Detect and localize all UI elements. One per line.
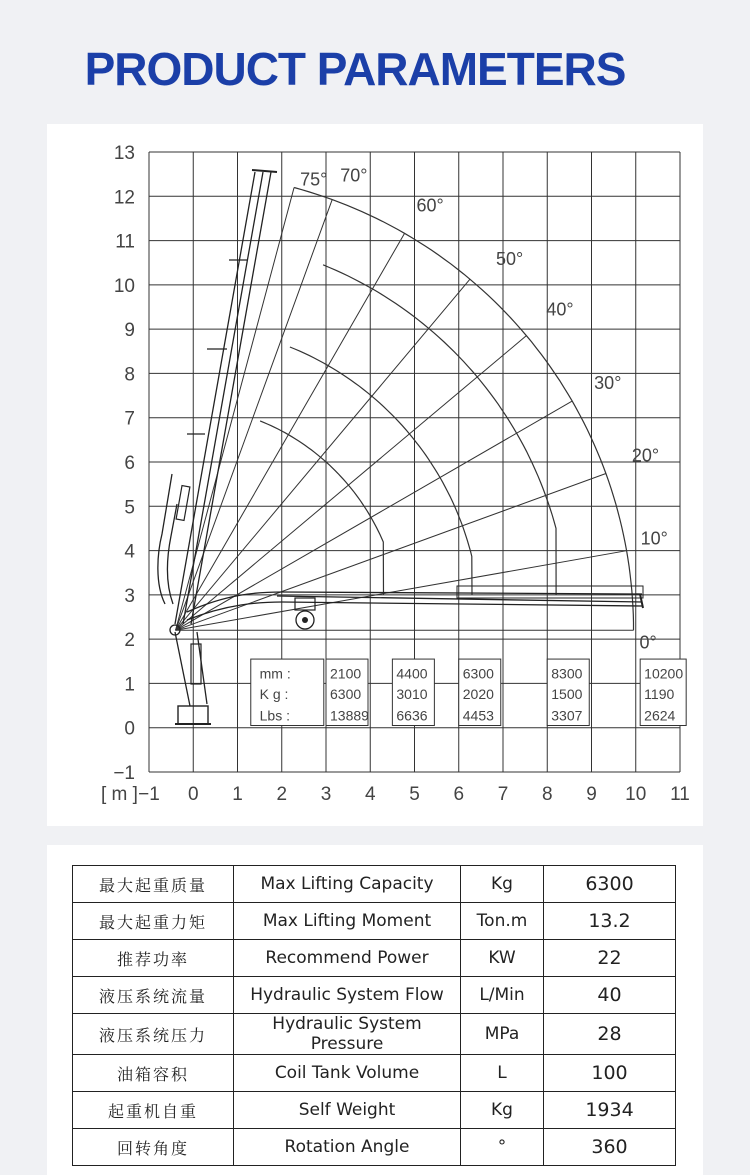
angle-label: 0° [639, 632, 657, 653]
spec-name-zh: 最大起重质量 [73, 866, 234, 903]
load-row-label: Lbs : [259, 707, 290, 724]
y-tick-label: 2 [124, 630, 135, 652]
load-point-value: 3307 [551, 707, 583, 724]
page-title: PRODUCT PARAMETERS [84, 43, 626, 95]
spec-value: 1934 [544, 1092, 676, 1129]
angle-label: 30° [594, 373, 622, 394]
y-tick-label: 6 [124, 453, 135, 474]
y-tick-label: −1 [113, 763, 135, 784]
y-tick-label: 13 [113, 143, 135, 164]
y-tick-label: 1 [124, 674, 135, 696]
chart-curves [176, 188, 634, 631]
x-tick-label: 8 [541, 784, 553, 805]
spec-name-en: Rotation Angle [234, 1129, 461, 1166]
y-tick-label: 8 [124, 364, 135, 386]
spec-table-card [47, 845, 703, 1175]
load-point-value: 2624 [644, 707, 676, 724]
spec-value: 28 [544, 1014, 676, 1055]
spec-value: 6300 [544, 866, 676, 903]
load-chart [47, 124, 703, 826]
angle-label: 60° [416, 195, 444, 216]
x-tick-label: 5 [409, 784, 420, 805]
angle-line [176, 551, 627, 631]
spec-name-en: Hydraulic System Pressure [234, 1014, 461, 1055]
spec-name-en: Coil Tank Volume [234, 1055, 461, 1092]
spec-row [73, 977, 676, 1014]
angle-line [176, 200, 333, 631]
load-point-value: 3010 [396, 686, 428, 703]
y-tick-label: 12 [113, 187, 135, 209]
crane-boom-raised [175, 172, 271, 624]
load-point-value: 1500 [551, 686, 583, 703]
load-point-value: 4453 [462, 707, 494, 724]
x-tick-label: 0 [187, 784, 199, 805]
load-row-label: K g : [259, 686, 289, 703]
load-chart-card [47, 124, 703, 826]
spec-unit: Kg [461, 866, 544, 903]
load-point-value: 4400 [396, 665, 428, 682]
spec-unit: L/Min [461, 977, 544, 1014]
load-table [251, 659, 686, 725]
y-tick-label: 9 [124, 320, 135, 342]
spec-name-zh: 起重机自重 [73, 1092, 234, 1129]
load-point-value: 6636 [396, 707, 428, 724]
x-unit-label: [ m ] [101, 784, 138, 805]
load-point-value: 6300 [462, 665, 494, 682]
spec-row [73, 1092, 676, 1129]
load-point-value: 1190 [644, 686, 675, 703]
x-tick-label: 6 [453, 784, 465, 805]
spec-name-zh: 液压系统流量 [73, 977, 234, 1014]
spec-table [72, 865, 676, 1166]
spec-name-zh: 推荐功率 [73, 940, 234, 977]
y-tick-label: 11 [115, 231, 135, 253]
spec-value: 100 [544, 1055, 676, 1092]
spec-row [73, 940, 676, 977]
spec-name-en: Recommend Power [234, 940, 461, 977]
load-point-value: 13889 [330, 707, 369, 724]
spec-unit: ° [461, 1129, 544, 1166]
y-tick-label: 3 [124, 585, 135, 607]
y-tick-label: 4 [124, 541, 135, 563]
spec-name-en: Self Weight [234, 1092, 461, 1129]
y-tick-label: 10 [113, 275, 135, 297]
x-tick-label: 9 [586, 784, 597, 805]
y-tick-label: 5 [124, 497, 135, 519]
angle-label: 40° [546, 299, 574, 320]
spec-value: 13.2 [544, 903, 676, 940]
spec-row [73, 1014, 676, 1055]
crane-drawing [158, 170, 643, 724]
spec-unit: Ton.m [461, 903, 544, 940]
spec-unit: L [461, 1055, 544, 1092]
load-point-value: 2020 [462, 686, 494, 703]
spec-row [73, 903, 676, 940]
x-tick-label: 4 [364, 784, 376, 805]
x-tick-label: 1 [232, 784, 243, 805]
load-point-value: 2100 [330, 665, 362, 682]
spec-name-en: Hydraulic System Flow [234, 977, 461, 1014]
x-tick-label: 2 [276, 784, 288, 805]
y-tick-label: 0 [124, 718, 135, 740]
spec-value: 360 [544, 1129, 676, 1166]
x-tick-label: 10 [625, 784, 647, 805]
spec-unit: MPa [461, 1014, 544, 1055]
angle-line [176, 474, 606, 631]
spec-name-zh: 回转角度 [73, 1129, 234, 1166]
x-tick-label: 7 [497, 784, 509, 805]
x-tick-label: 11 [670, 784, 690, 805]
spec-unit: KW [461, 940, 544, 977]
x-tick-label: −1 [138, 784, 160, 805]
spec-name-en: Max Lifting Moment [234, 903, 461, 940]
reach-arc [294, 188, 633, 631]
angle-label: 50° [495, 249, 524, 270]
x-tick-label: 3 [320, 784, 332, 805]
angle-label: 10° [640, 528, 668, 549]
angle-label: 20° [631, 445, 660, 466]
load-point-value: 10200 [644, 665, 684, 682]
load-row-label: mm : [259, 665, 291, 682]
spec-name-en: Max Lifting Capacity [234, 866, 461, 903]
spec-name-zh: 最大起重力矩 [73, 903, 234, 940]
spec-row [73, 1055, 676, 1092]
spec-row [73, 1129, 676, 1166]
load-point-value: 6300 [330, 686, 362, 703]
spec-unit: Kg [461, 1092, 544, 1129]
load-point-value: 8300 [551, 665, 583, 682]
spec-name-zh: 液压系统压力 [73, 1014, 234, 1055]
y-tick-label: 7 [124, 408, 135, 430]
spec-value: 40 [544, 977, 676, 1014]
angle-label: 75° [300, 169, 328, 190]
spec-name-zh: 油箱容积 [73, 1055, 234, 1092]
angle-label: 70° [340, 165, 368, 186]
spec-row [73, 866, 676, 903]
spec-value: 22 [544, 940, 676, 977]
